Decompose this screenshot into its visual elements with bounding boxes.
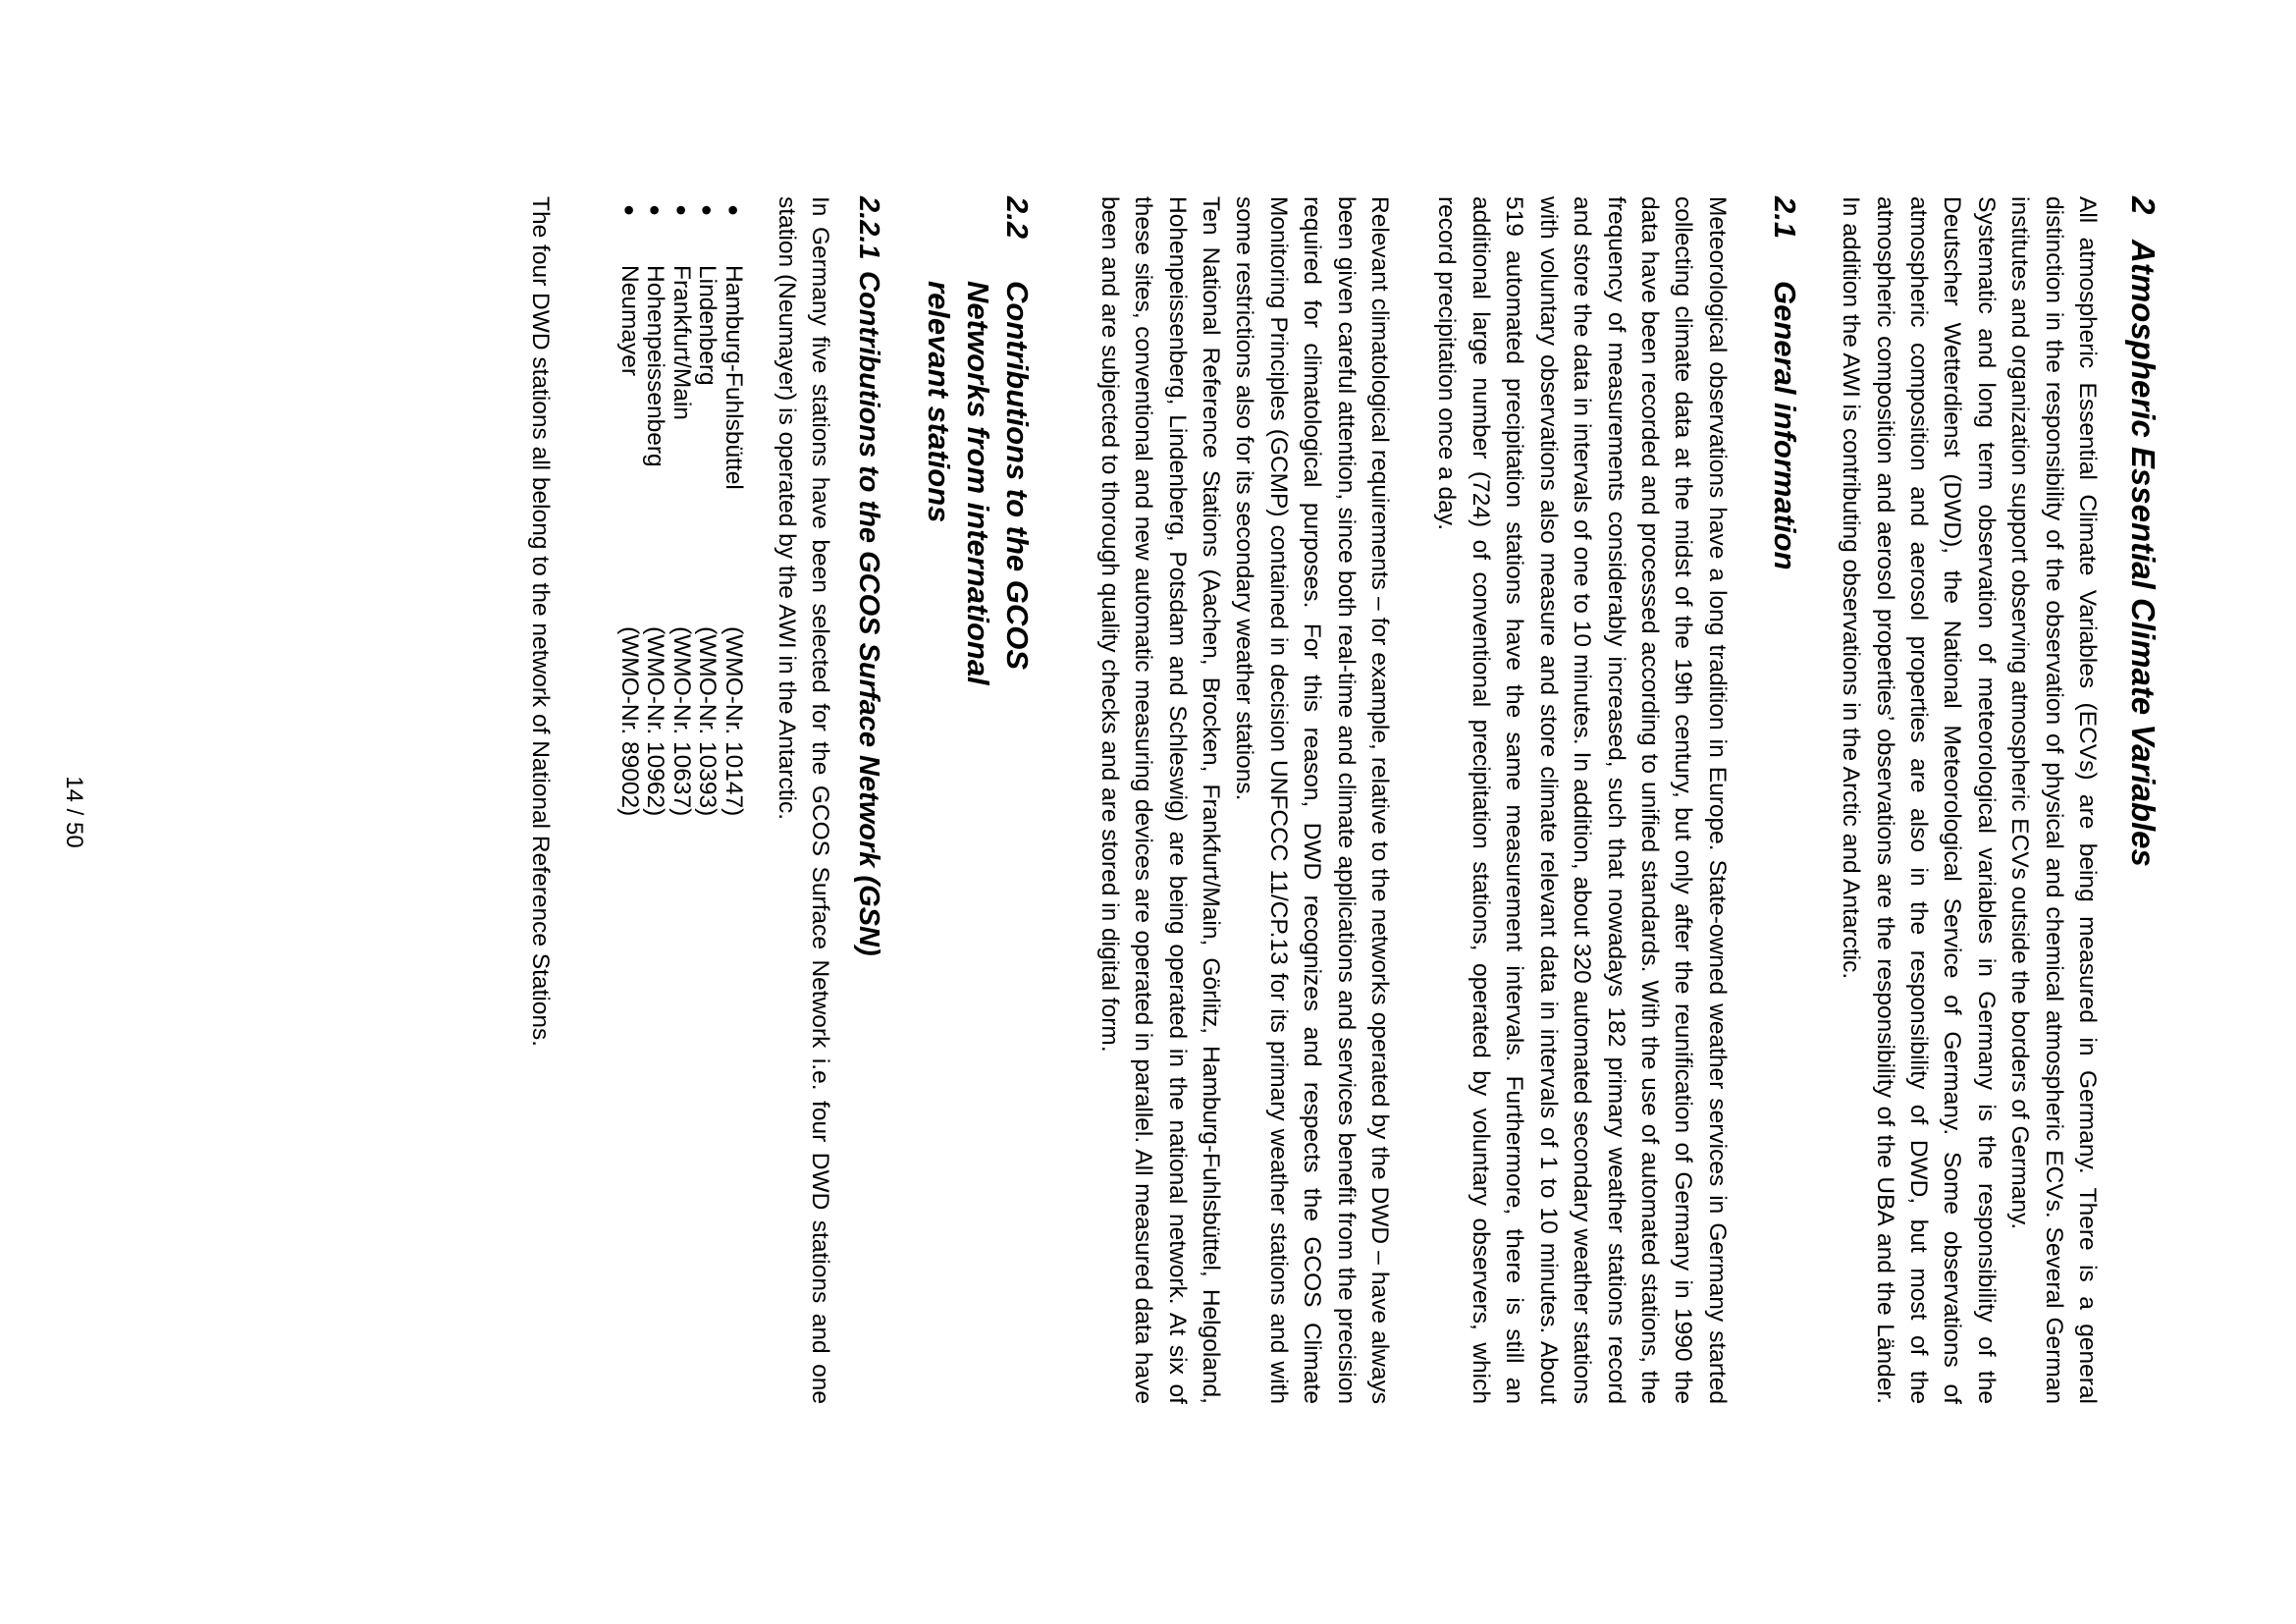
station-name: Hohenpeissenberg [642,265,669,467]
page-number: 14 / 50 [61,776,87,848]
station-name: Hamburg-Fuhlsbüttel [720,265,747,490]
section-2-2-1-number: 2.2.1 [853,196,885,260]
station-wmo-number: (WMO-Nr. 89002) [615,626,643,817]
station-name: Neumayer [615,265,643,377]
section-2-2-number: 2.2 [1000,196,1036,240]
section-2-2-title: Contributions to the GCOS Networks from international relevant stations [922,281,1036,685]
section-2-2-1-heading [850,196,887,1404]
section-2-1-number: 2.1 [1767,196,1802,240]
station-wmo-number: (WMO-Nr. 10147) [720,626,747,817]
section-2-2-heading [919,196,1037,1404]
section-2-2-1-intro: In Germany five stations have been selected for the GCOS Surface Network i.e. four DWD stations and one station (Neumayer) is operated by the AWI in the Antarctic. [774,196,834,1404]
section-2-heading [2123,196,2163,1404]
list-item [615,196,642,1404]
section-2-1-paragraph: Relevant climatological requirements – for example, relative to the networks operated by the DWD – have always been given careful attention, since both real-time and climate applications and services benefit from the precision required for climatological purposes. For this reason, DWD recognizes and respects the GCOS Climate Monitoring Principles (GCMP) contained in decision UNFCCC 11/CP.13 for its primary weather stations and with some restrictions also for its secondary weather stations. [1231,196,1394,1404]
station-wmo-number: (WMO-Nr. 10962) [642,626,669,817]
section-2-paragraph: Systematic and long term observation of meteorological variables in Germany is the responsibility of the Deutscher Wetterdienst (DWD), the National Meteorological Service of Germany. Some observations of atmospheric composition and aerosol properties are also in the responsibility of DWD, but most of the atmospheric composition and aerosol properties’ observations are the responsibility of the UBA and the Länder. In addition the AWI is contributing observations in the Arctic and Antarctic. [1838,196,2000,1404]
bullet-icon: ● [696,204,719,217]
bullet-icon: ● [669,204,692,217]
list-item [642,196,668,1404]
gsn-station-list [615,196,746,1404]
list-item [667,196,694,1404]
section-2-2-1-closing: The four DWD stations all belong to the network of National Reference Stations. [527,196,555,1048]
station-wmo-number: (WMO-Nr. 10637) [667,626,695,817]
section-2-2-1-title: Contributions to the GCOS Surface Network (GSN) [853,271,885,956]
page-content [523,196,2163,1404]
station-name: Lindenberg [694,265,721,386]
list-item [694,196,721,1404]
section-2-1-paragraph: Ten National Reference Stations (Aachen, Brocken, Frankfurt/Main, Görlitz, Hamburg-Fuhlsbüttel, Helgoland, Hohenpeissenberg, Lindenberg, Potsdam and Schleswig) are being operated in the national network. At six of these sites, conventional and new automatic measuring devices are operated in parallel. All measured data have been and are subjected to thorough quality checks and are stored in digital form. [1095,196,1225,1404]
section-2-1-heading [1765,196,1804,1404]
section-2-paragraph: All atmospheric Essential Climate Variables (ECVs) are being measured in Germany. There is a general distinction in the responsibility of the observation of physical and chemical atmospheric ECVs. Several German institutes and organization support observing atmospheric ECVs outside the borders of Germany. [2006,196,2101,1404]
station-wmo-number: (WMO-Nr. 10393) [694,626,721,817]
section-2-1-paragraph: Meteorological observations have a long tradition in Europe. State-owned weather services in Germany started collecting climate data at the midst of the 19th century, but only after the reunification of Germany in 1990 the data have been recorded and processed according to unified standards. With the use of automated stations, the frequency of measurements considerably increased, such that nowadays 182 primary weather stations record and store the data in intervals of one to 10 minutes. In addition, about 320 automated secondary weather stations with voluntary observations also measure and store climate relevant data in intervals of 1 to 10 minutes. About 519 automated precipitation stations have the same measurement intervals. Furthermore, there is still an additional large number (724) of conventional precipitation stations, operated by voluntary observers, which record precipitation once a day. [1433,196,1731,1404]
bullet-icon: ● [721,204,744,217]
section-2-1-title: General information [1767,281,1802,570]
section-2-number: 2 [2125,196,2162,215]
list-item [720,196,746,1404]
section-2-title: Atmospheric Essential Climate Variables [2125,240,2162,867]
station-name: Frankfurt/Main [667,265,695,420]
bullet-icon: ● [644,204,667,217]
bullet-icon: ● [617,204,640,217]
